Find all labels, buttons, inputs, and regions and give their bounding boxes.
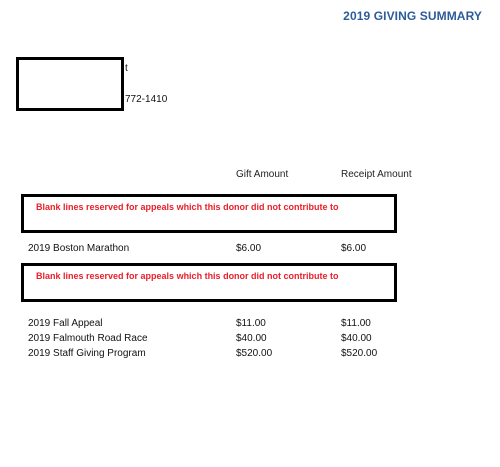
phone-number-fragment: 772-1410 bbox=[125, 94, 168, 105]
appeal-name: 2019 Falmouth Road Race bbox=[28, 333, 148, 344]
gift-amount: $520.00 bbox=[236, 348, 273, 359]
page-title: 2019 GIVING SUMMARY bbox=[343, 9, 482, 23]
reserved-lines-note-box bbox=[21, 263, 397, 302]
table-row bbox=[28, 318, 468, 332]
appeal-name: 2019 Staff Giving Program bbox=[28, 348, 146, 359]
appeal-name: 2019 Fall Appeal bbox=[28, 318, 103, 329]
gift-amount: $6.00 bbox=[236, 243, 262, 254]
receipt-amount: $520.00 bbox=[341, 348, 378, 359]
gift-amount: $11.00 bbox=[236, 318, 266, 329]
gift-amount: $40.00 bbox=[236, 333, 267, 344]
reserved-lines-note-box bbox=[21, 194, 397, 233]
reserved-lines-note: Blank lines reserved for appeals which this donor did not contribute to bbox=[36, 202, 339, 212]
table-row bbox=[28, 243, 468, 257]
receipt-amount: $6.00 bbox=[341, 243, 367, 254]
receipt-amount: $40.00 bbox=[341, 333, 372, 344]
reserved-lines-note: Blank lines reserved for appeals which this donor did not contribute to bbox=[36, 271, 339, 281]
receipt-amount: $11.00 bbox=[341, 318, 371, 329]
table-row bbox=[28, 333, 468, 347]
redacted-address-box bbox=[16, 57, 124, 111]
address-line-fragment: t bbox=[125, 63, 128, 74]
table-row bbox=[28, 348, 468, 362]
appeal-name: 2019 Boston Marathon bbox=[28, 243, 130, 254]
gift-amount-header: Gift Amount bbox=[236, 169, 289, 180]
receipt-amount-header: Receipt Amount bbox=[341, 169, 412, 180]
